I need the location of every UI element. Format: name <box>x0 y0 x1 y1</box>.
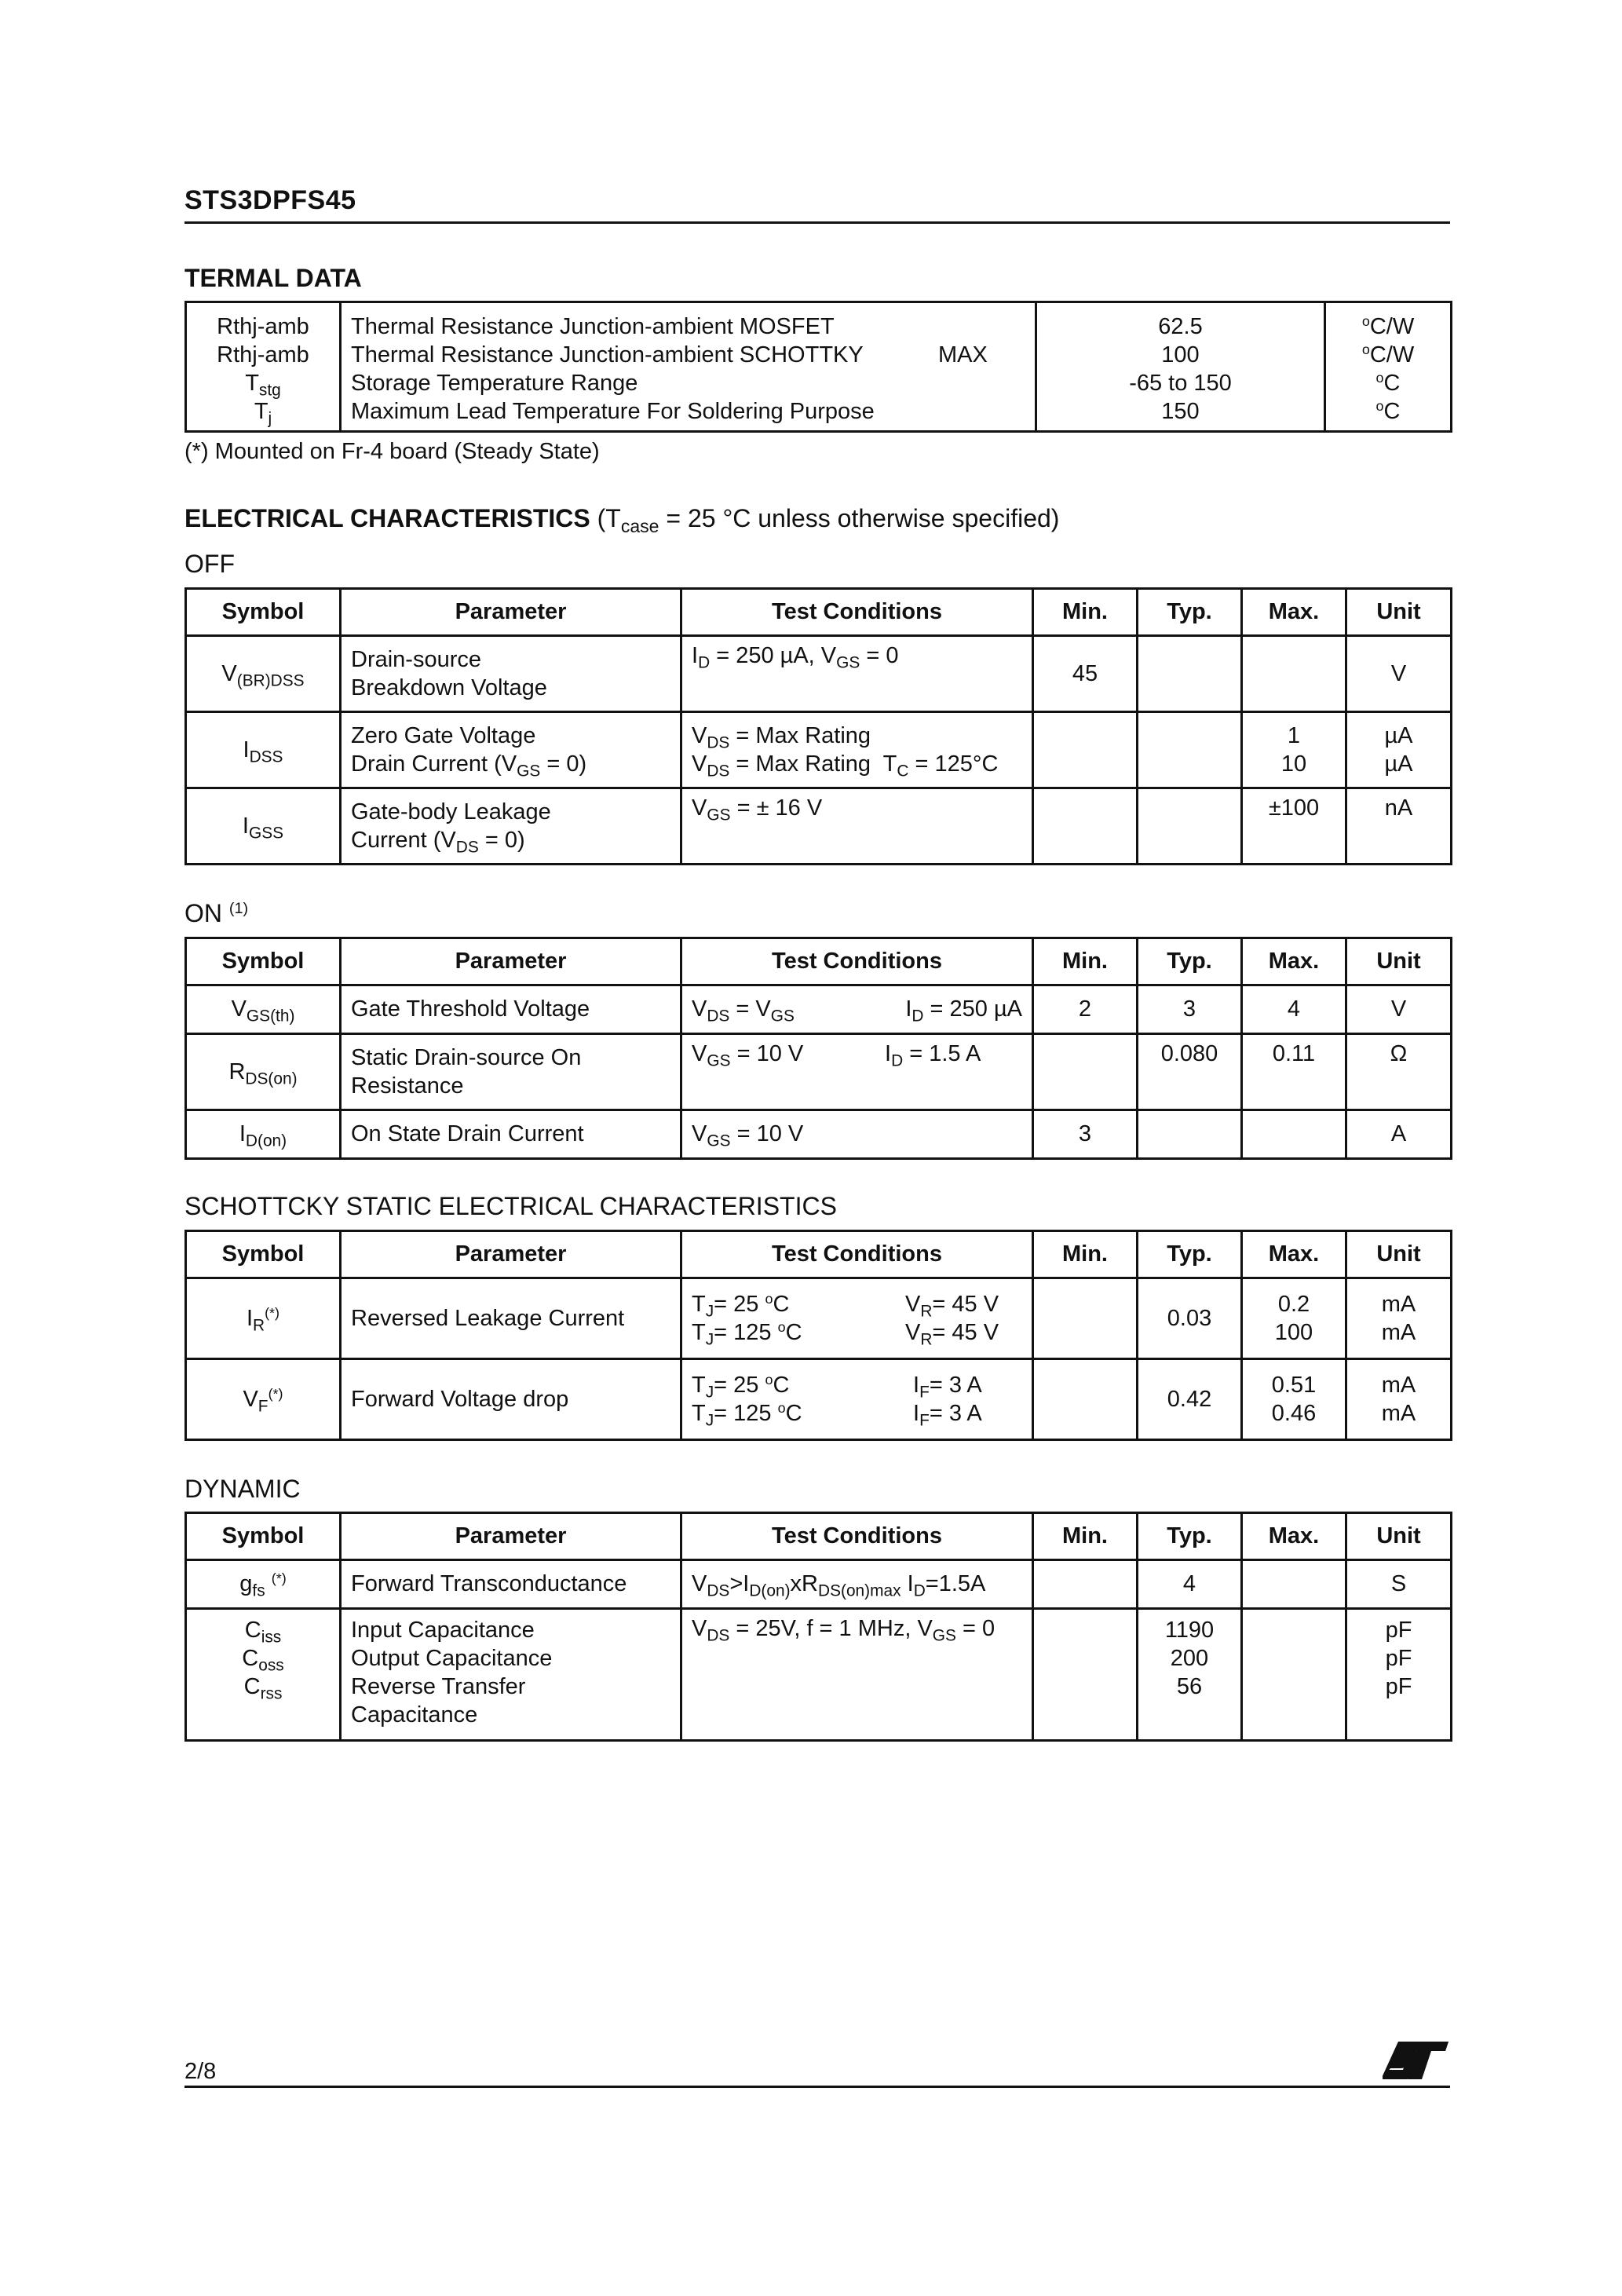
thermal-table <box>184 301 1452 433</box>
schottky-table <box>184 1230 1452 1441</box>
table-header-row: Symbol Parameter Test Conditions Min. Typ. Max. Unit <box>186 938 1452 985</box>
page-number: 2/8 <box>184 2059 217 2084</box>
table-row: $V_{(BR)DSS}$ Drain-source Breakdown Voltage $I_D = 250$ µA, $V_{GS} = 0$ 45 V <box>186 636 1452 712</box>
thermal-param: Thermal Resistance Junction-ambient SCHOTTKY MAX <box>351 342 988 367</box>
thermal-units <box>1325 302 1452 432</box>
dynamic-table <box>184 1512 1452 1742</box>
st-logo-icon <box>1383 2038 1450 2082</box>
col-unit: Unit <box>1346 589 1452 636</box>
on-heading: ON $^{(1)}$ <box>184 899 249 927</box>
thermal-values <box>1036 302 1325 432</box>
col-min: Min. <box>1033 589 1138 636</box>
table-row: $I_{D(on)}$ On State Drain Current $V_{GS} = 10$ V 3 A <box>186 1110 1452 1159</box>
thermal-value: 62.5 <box>1158 314 1203 339</box>
thermal-value: 150 <box>1161 399 1200 424</box>
thermal-sym: $T_j$ <box>254 399 272 428</box>
thermal-param: Maximum Lead Temperature For Soldering Purpose <box>351 399 875 424</box>
thermal-unit: $^o$C <box>1375 398 1401 424</box>
thermal-value: 100 <box>1161 342 1200 367</box>
thermal-unit: $^o$C/W <box>1361 313 1415 339</box>
schottky-heading: SCHOTTCKY STATIC ELECTRICAL CHARACTERISTICS <box>184 1192 837 1220</box>
thermal-sym: Rthj-amb <box>217 314 309 339</box>
table-row: $V_F^{(*)}$ Forward Voltage drop $T_J= 25$ $^o$C $I_F= 3$ A $T_J= 125$ $^o$C $I_F= 3$ A 0.42 0.51 0.46 mA mA <box>186 1359 1452 1440</box>
table-row: $C_{iss}$ $C_{oss}$ $C_{rss}$ Input Capacitance Output Capacitance Reverse Transfer Capacitance $V_{DS} = 25V$, f = 1 MHz, $V_{GS} = 0$ 1190 200 56 pF pF pF <box>186 1609 1452 1741</box>
col-parameter: Parameter <box>341 589 681 636</box>
thermal-parameters <box>341 302 1036 432</box>
electrical-heading: ELECTRICAL CHARACTERISTICS ($T_{case} = 25$ °C unless otherwise specified) <box>184 504 1060 536</box>
footer-rule <box>184 2086 1450 2088</box>
thermal-sym: $T_{stg}$ <box>245 371 281 400</box>
thermal-heading: TERMAL DATA <box>184 264 362 292</box>
thermal-symbols <box>186 302 341 432</box>
document-title: STS3DPFS45 <box>184 185 356 215</box>
thermal-unit: $^o$C <box>1375 370 1401 396</box>
table-row: $I_{GSS}$ Gate-body Leakage Current $(V_{DS} = 0)$ $V_{GS}$ = ± 16 V ±100 nA <box>186 788 1452 865</box>
col-test: Test Conditions <box>681 589 1033 636</box>
table-row: $I_R^{(*)}$ Reversed Leakage Current $T_J= 25$ $^o$C $V_R= 45$ V $T_J= 125$ $^o$C $V_R= 45$ V 0.03 0.2 100 mA mA <box>186 1278 1452 1359</box>
thermal-unit: $^o$C/W <box>1361 342 1415 367</box>
thermal-param: Storage Temperature Range <box>351 371 638 396</box>
thermal-sym: Rthj-amb <box>217 342 309 367</box>
dynamic-heading: DYNAMIC <box>184 1475 301 1503</box>
table-header-row: Symbol Parameter Test Conditions Min. Typ. Max. Unit <box>186 1231 1452 1278</box>
table-row: $I_{DSS}$ Zero Gate Voltage Drain Current $(V_{GS} = 0)$ $V_{DS}$ = Max Rating $V_{DS}$ = Max Rating $T_C = 125^\circ C$ 1 10 µA µA <box>186 712 1452 788</box>
table-row: $g_{fs}$ (*) Forward Transconductance $V_{DS}>I_{D(on)}xR_{DS(on)max}$ $I_D=1.5A$ 4 S <box>186 1560 1452 1609</box>
off-heading: OFF <box>184 550 235 578</box>
table-header-row <box>186 589 1452 636</box>
max-label: MAX <box>938 342 988 367</box>
thermal-note: (*) Mounted on Fr-4 board (Steady State) <box>184 439 600 464</box>
col-symbol: Symbol <box>186 589 341 636</box>
on-table <box>184 937 1452 1160</box>
col-typ: Typ. <box>1138 589 1242 636</box>
table-row: $R_{DS(on)}$ Static Drain-source On Resistance $V_{GS} = 10$ V $I_D = 1.5$ A 0.080 0.11 Ω <box>186 1034 1452 1110</box>
table-row: $V_{GS(th)}$ Gate Threshold Voltage $V_{DS} = V_{GS}$ $I_D = 250$ µA 2 3 4 V <box>186 985 1452 1034</box>
off-table <box>184 587 1452 865</box>
col-max: Max. <box>1242 589 1346 636</box>
thermal-param: Thermal Resistance Junction-ambient MOSFET <box>351 314 835 339</box>
table-header-row: Symbol Parameter Test Conditions Min. Typ. Max. Unit <box>186 1513 1452 1560</box>
thermal-value: -65 to 150 <box>1129 371 1232 396</box>
title-rule <box>184 221 1450 224</box>
